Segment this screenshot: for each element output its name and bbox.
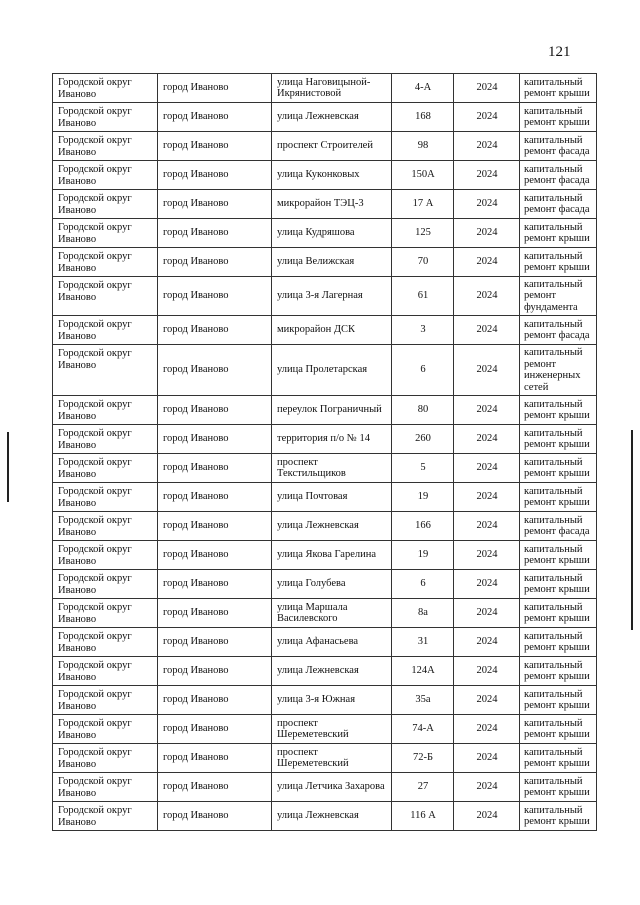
street-cell: улица 3-я Лагерная: [272, 277, 392, 316]
table-row: [53, 541, 597, 570]
scan-mark-left: [7, 432, 9, 502]
region-cell: Городской округ Иваново: [53, 161, 158, 190]
region-cell: Городской округ Иваново: [53, 599, 158, 628]
table-body: [53, 74, 597, 831]
year-cell: 2024: [454, 132, 520, 161]
street-cell: микрорайон ДСК: [272, 316, 392, 345]
city-cell: город Иваново: [158, 628, 272, 657]
street-cell: проспект Текстильщиков: [272, 454, 392, 483]
city-cell: город Иваново: [158, 190, 272, 219]
work-type-cell: капитальный ремонт крыши: [520, 715, 597, 744]
work-type-cell: капитальный ремонт крыши: [520, 219, 597, 248]
year-cell: 2024: [454, 425, 520, 454]
table-row: [53, 628, 597, 657]
street-cell: улица Афанасьева: [272, 628, 392, 657]
year-cell: 2024: [454, 773, 520, 802]
street-cell: переулок Пограничный: [272, 396, 392, 425]
table-row: [53, 219, 597, 248]
table-row: [53, 802, 597, 831]
region-cell: Городской округ Иваново: [53, 74, 158, 103]
work-type-cell: капитальный ремонт крыши: [520, 570, 597, 599]
region-cell: Городской округ Иваново: [53, 103, 158, 132]
house-number-cell: 166: [392, 512, 454, 541]
street-cell: улица Куконковых: [272, 161, 392, 190]
table-row: [53, 132, 597, 161]
street-cell: улица Голубева: [272, 570, 392, 599]
region-cell: Городской округ Иваново: [53, 686, 158, 715]
city-cell: город Иваново: [158, 570, 272, 599]
year-cell: 2024: [454, 316, 520, 345]
city-cell: город Иваново: [158, 161, 272, 190]
work-type-cell: капитальный ремонт инженерных сетей: [520, 345, 597, 396]
house-number-cell: 74-А: [392, 715, 454, 744]
street-cell: улица Велижская: [272, 248, 392, 277]
house-number-cell: 35а: [392, 686, 454, 715]
year-cell: 2024: [454, 570, 520, 599]
street-cell: улица Лежневская: [272, 512, 392, 541]
city-cell: город Иваново: [158, 657, 272, 686]
city-cell: город Иваново: [158, 103, 272, 132]
work-type-cell: капитальный ремонт крыши: [520, 425, 597, 454]
year-cell: 2024: [454, 541, 520, 570]
house-number-cell: 260: [392, 425, 454, 454]
street-cell: улица Кудряшова: [272, 219, 392, 248]
table-row: [53, 396, 597, 425]
region-cell: Городской округ Иваново: [53, 715, 158, 744]
region-cell: Городской округ Иваново: [53, 744, 158, 773]
city-cell: город Иваново: [158, 316, 272, 345]
house-number-cell: 5: [392, 454, 454, 483]
table-row: [53, 103, 597, 132]
table-row: [53, 190, 597, 219]
street-cell: проспект Шереметевский: [272, 715, 392, 744]
work-type-cell: капитальный ремонт крыши: [520, 454, 597, 483]
table-row: [53, 454, 597, 483]
table-row: [53, 74, 597, 103]
city-cell: город Иваново: [158, 277, 272, 316]
region-cell: Городской округ Иваново: [53, 132, 158, 161]
work-type-cell: капитальный ремонт крыши: [520, 773, 597, 802]
city-cell: город Иваново: [158, 599, 272, 628]
year-cell: 2024: [454, 103, 520, 132]
city-cell: город Иваново: [158, 773, 272, 802]
year-cell: 2024: [454, 628, 520, 657]
table-row: [53, 570, 597, 599]
house-number-cell: 98: [392, 132, 454, 161]
year-cell: 2024: [454, 396, 520, 425]
work-type-cell: капитальный ремонт фундамента: [520, 277, 597, 316]
work-type-cell: капитальный ремонт крыши: [520, 657, 597, 686]
street-cell: проспект Шереметевский: [272, 744, 392, 773]
city-cell: город Иваново: [158, 483, 272, 512]
table-row: [53, 715, 597, 744]
year-cell: 2024: [454, 345, 520, 396]
region-cell: Городской округ Иваново: [53, 570, 158, 599]
year-cell: 2024: [454, 454, 520, 483]
year-cell: 2024: [454, 802, 520, 831]
city-cell: город Иваново: [158, 715, 272, 744]
region-cell: Городской округ Иваново: [53, 657, 158, 686]
house-number-cell: 17 А: [392, 190, 454, 219]
house-number-cell: 124А: [392, 657, 454, 686]
house-number-cell: 70: [392, 248, 454, 277]
table-row: [53, 483, 597, 512]
table-row: [53, 316, 597, 345]
house-number-cell: 19: [392, 483, 454, 512]
year-cell: 2024: [454, 161, 520, 190]
table-row: [53, 512, 597, 541]
street-cell: улица Летчика Захарова: [272, 773, 392, 802]
house-number-cell: 8а: [392, 599, 454, 628]
street-cell: микрорайон ТЭЦ-3: [272, 190, 392, 219]
year-cell: 2024: [454, 74, 520, 103]
table-row: [53, 744, 597, 773]
house-number-cell: 6: [392, 345, 454, 396]
work-type-cell: капитальный ремонт крыши: [520, 802, 597, 831]
city-cell: город Иваново: [158, 686, 272, 715]
city-cell: город Иваново: [158, 425, 272, 454]
work-type-cell: капитальный ремонт фасада: [520, 512, 597, 541]
year-cell: 2024: [454, 483, 520, 512]
region-cell: Городской округ Иваново: [53, 277, 158, 316]
street-cell: улица Наговицыной-Икрянистовой: [272, 74, 392, 103]
work-type-cell: капитальный ремонт фасада: [520, 316, 597, 345]
city-cell: город Иваново: [158, 802, 272, 831]
city-cell: город Иваново: [158, 345, 272, 396]
work-type-cell: капитальный ремонт фасада: [520, 132, 597, 161]
city-cell: город Иваново: [158, 248, 272, 277]
table-row: [53, 686, 597, 715]
year-cell: 2024: [454, 512, 520, 541]
house-number-cell: 27: [392, 773, 454, 802]
street-cell: улица Пролетарская: [272, 345, 392, 396]
street-cell: проспект Строителей: [272, 132, 392, 161]
street-cell: улица 3-я Южная: [272, 686, 392, 715]
page-number: 121: [548, 44, 571, 60]
work-type-cell: капитальный ремонт крыши: [520, 686, 597, 715]
street-cell: улица Лежневская: [272, 657, 392, 686]
year-cell: 2024: [454, 657, 520, 686]
house-number-cell: 116 А: [392, 802, 454, 831]
table-row: [53, 599, 597, 628]
house-number-cell: 150А: [392, 161, 454, 190]
city-cell: город Иваново: [158, 541, 272, 570]
house-number-cell: 4-А: [392, 74, 454, 103]
work-type-cell: капитальный ремонт крыши: [520, 483, 597, 512]
region-cell: Городской округ Иваново: [53, 802, 158, 831]
region-cell: Городской округ Иваново: [53, 483, 158, 512]
region-cell: Городской округ Иваново: [53, 396, 158, 425]
year-cell: 2024: [454, 744, 520, 773]
table-row: [53, 161, 597, 190]
table-row: [53, 248, 597, 277]
street-cell: улица Лежневская: [272, 802, 392, 831]
house-number-cell: 3: [392, 316, 454, 345]
region-cell: Городской округ Иваново: [53, 425, 158, 454]
repair-schedule-table: [52, 73, 597, 831]
city-cell: город Иваново: [158, 512, 272, 541]
table-row: [53, 345, 597, 396]
work-type-cell: капитальный ремонт крыши: [520, 248, 597, 277]
year-cell: 2024: [454, 248, 520, 277]
table-row: [53, 277, 597, 316]
street-cell: улица Маршала Василевского: [272, 599, 392, 628]
region-cell: Городской округ Иваново: [53, 541, 158, 570]
work-type-cell: капитальный ремонт фасада: [520, 190, 597, 219]
work-type-cell: капитальный ремонт крыши: [520, 628, 597, 657]
house-number-cell: 6: [392, 570, 454, 599]
city-cell: город Иваново: [158, 219, 272, 248]
work-type-cell: капитальный ремонт крыши: [520, 74, 597, 103]
region-cell: Городской округ Иваново: [53, 454, 158, 483]
work-type-cell: капитальный ремонт крыши: [520, 541, 597, 570]
table-row: [53, 773, 597, 802]
city-cell: город Иваново: [158, 744, 272, 773]
street-cell: территория п/о № 14: [272, 425, 392, 454]
work-type-cell: капитальный ремонт фасада: [520, 161, 597, 190]
region-cell: Городской округ Иваново: [53, 219, 158, 248]
region-cell: Городской округ Иваново: [53, 190, 158, 219]
region-cell: Городской округ Иваново: [53, 512, 158, 541]
table-row: [53, 425, 597, 454]
house-number-cell: 125: [392, 219, 454, 248]
year-cell: 2024: [454, 599, 520, 628]
year-cell: 2024: [454, 686, 520, 715]
year-cell: 2024: [454, 219, 520, 248]
house-number-cell: 19: [392, 541, 454, 570]
region-cell: Городской округ Иваново: [53, 316, 158, 345]
city-cell: город Иваново: [158, 454, 272, 483]
region-cell: Городской округ Иваново: [53, 248, 158, 277]
region-cell: Городской округ Иваново: [53, 773, 158, 802]
table-row: [53, 657, 597, 686]
street-cell: улица Якова Гарелина: [272, 541, 392, 570]
region-cell: Городской округ Иваново: [53, 628, 158, 657]
region-cell: Городской округ Иваново: [53, 345, 158, 396]
year-cell: 2024: [454, 715, 520, 744]
work-type-cell: капитальный ремонт крыши: [520, 103, 597, 132]
year-cell: 2024: [454, 190, 520, 219]
house-number-cell: 61: [392, 277, 454, 316]
work-type-cell: капитальный ремонт крыши: [520, 396, 597, 425]
work-type-cell: капитальный ремонт крыши: [520, 744, 597, 773]
street-cell: улица Почтовая: [272, 483, 392, 512]
house-number-cell: 72-Б: [392, 744, 454, 773]
city-cell: город Иваново: [158, 396, 272, 425]
year-cell: 2024: [454, 277, 520, 316]
street-cell: улица Лежневская: [272, 103, 392, 132]
house-number-cell: 168: [392, 103, 454, 132]
house-number-cell: 80: [392, 396, 454, 425]
city-cell: город Иваново: [158, 74, 272, 103]
work-type-cell: капитальный ремонт крыши: [520, 599, 597, 628]
scan-mark-right: [631, 430, 633, 630]
city-cell: город Иваново: [158, 132, 272, 161]
house-number-cell: 31: [392, 628, 454, 657]
